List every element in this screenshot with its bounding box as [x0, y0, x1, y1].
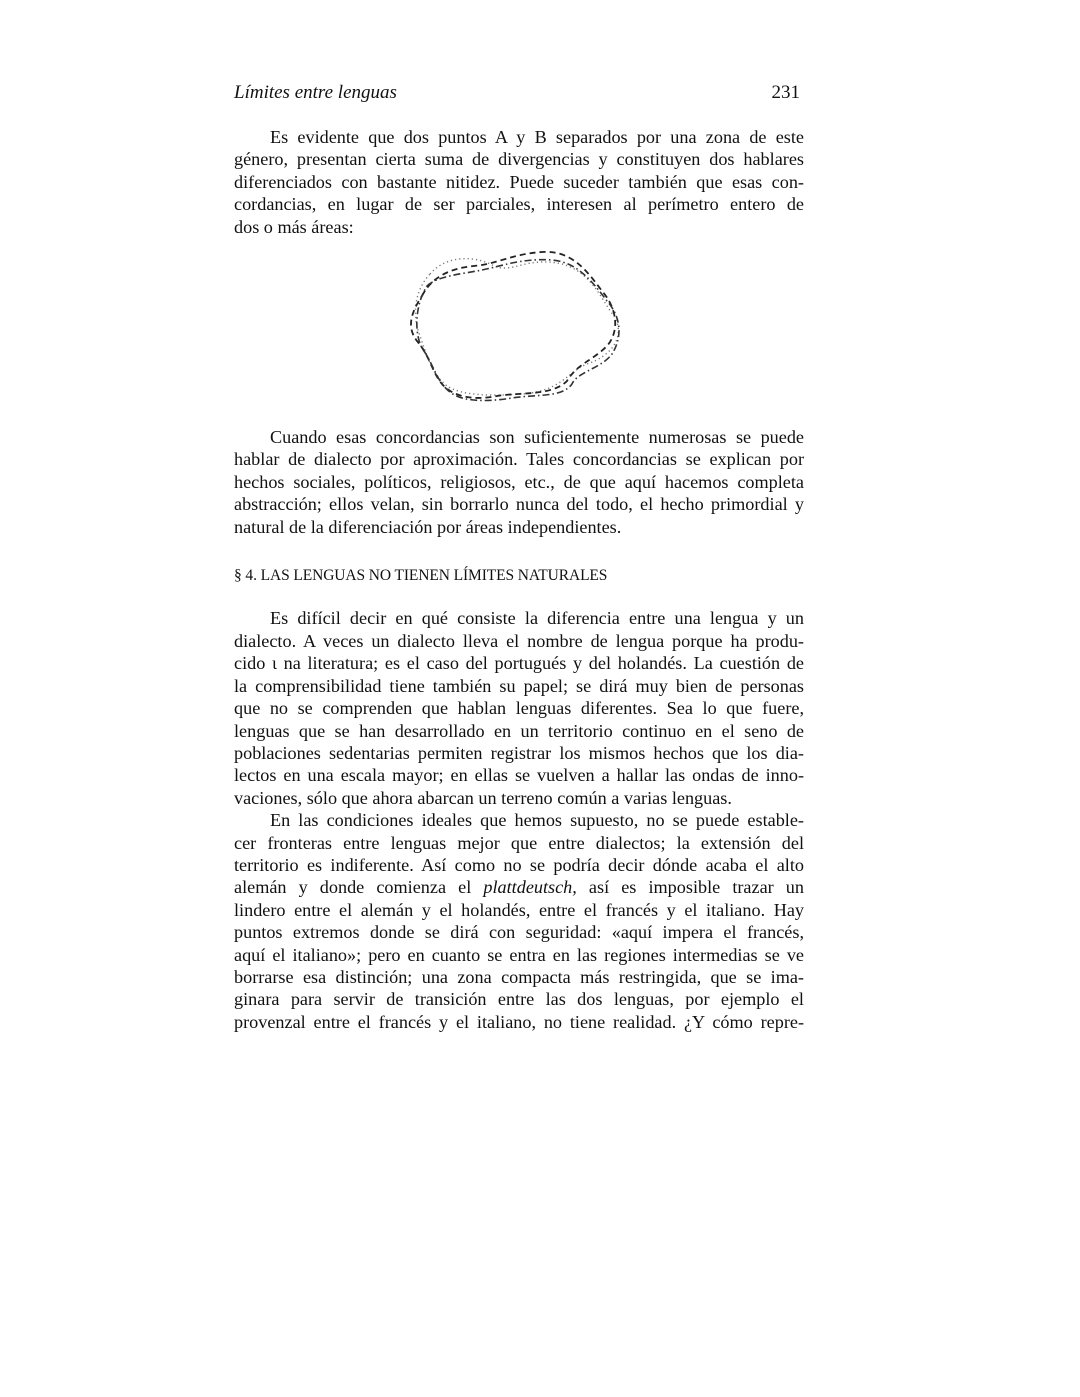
text-line: puntos extremos donde se dirá con seguridad: «aquí impera el francés,: [234, 922, 804, 943]
book-page: [234, 80, 804, 1033]
dash-dot-isogloss-line: [417, 260, 619, 401]
text-line: borrarse esa distinción; una zona compacta más restringida, que se ima-: [234, 966, 804, 987]
text-line: lectos en una escala mayor; en ellas se vuelven a hallar las ondas de inno-: [234, 765, 804, 786]
text-line: territorio es indiferente. Así como no se podría decir dónde acaba el alto: [234, 854, 804, 875]
text-line: natural de la diferenciación por áreas independientes.: [234, 516, 622, 537]
text-line: Es evidente que dos puntos A y B separados por una zona de este: [270, 127, 804, 147]
text-line: hechos sociales, políticos, religiosos, etc., de que aquí hacemos completa: [234, 471, 804, 492]
paragraph-1: [234, 126, 804, 238]
text-fragment: alemán y donde comienza el: [234, 877, 484, 898]
text-line: poblaciones sedentarias permiten registrar los mismos hechos que los dia-: [234, 742, 804, 763]
text-line: aquí el italiano»; pero en cuanto se entra en las regiones intermedias se ve: [234, 944, 804, 965]
text-line: provenzal entre el francés y el italiano, no tiene realidad. ¿Y cómo repre-: [234, 1011, 804, 1032]
page-number: 231: [771, 82, 800, 103]
section-heading: § 4. LAS LENGUAS NO TIENEN LÍMITES NATURALES: [234, 567, 608, 585]
italic-term-plattdeutsch: plattdeutsch,: [483, 877, 577, 898]
text-line-with-italic: [234, 876, 804, 898]
text-line: dialecto. A veces un dialecto lleva el nombre de lengua porque ha produ-: [234, 630, 804, 651]
text-line: Cuando esas concordancias son suficientemente numerosas se puede: [270, 427, 804, 448]
isogloss-loops-diagram: [402, 246, 632, 406]
text-fragment: así es imposible trazar un: [576, 877, 804, 898]
text-line: ginara para servir de transición entre las dos lenguas, por ejemplo el: [234, 989, 804, 1010]
text-line: cido ι na literatura; es el caso del portugués y del holandés. La cuestión de: [234, 653, 804, 674]
text-line: Es difícil decir en qué consiste la diferencia entre una lengua y un: [270, 608, 804, 629]
text-line: En las condiciones ideales que hemos supuesto, no se puede estable-: [270, 810, 804, 831]
paragraph-3: [234, 607, 804, 809]
text-line: cordancias, en lugar de ser parciales, interesen al perímetro entero de: [234, 194, 804, 215]
isogloss-figure: [234, 240, 804, 420]
text-line: que no se comprenden que hablan lenguas diferentes. Sea lo que fuere,: [234, 698, 804, 719]
paragraph-4: [234, 809, 804, 1033]
text-line: lenguas que se han desarrollado en un territorio continuo en el seno de: [234, 720, 804, 741]
text-line: hablar de dialecto por aproximación. Tales concordancias se explican por: [234, 449, 804, 470]
running-title: Límites entre lenguas: [234, 82, 397, 103]
text-line: diferenciados con bastante nitidez. Puede suceder también que esas con-: [234, 171, 804, 192]
paragraph-2: [234, 426, 804, 538]
text-line: vaciones, sólo que ahora abarcan un terreno común a varias lenguas.: [234, 787, 732, 808]
dashed-isogloss-line: [411, 252, 615, 398]
text-line: abstracción; ellos velan, sin borrarlo nunca del todo, el hecho primordial y: [234, 494, 804, 515]
text-line: cer fronteras entre lenguas mejor que entre dialectos; la extensión del: [234, 832, 804, 853]
text-line: género, presentan cierta suma de divergencias y constituyen dos hablares: [234, 149, 804, 170]
text-line: la comprensibilidad tiene también su papel; se dirá muy bien de personas: [234, 675, 804, 696]
page-header: [234, 80, 804, 106]
text-line: dos o más áreas:: [234, 216, 354, 237]
text-line: lindero entre el alemán y el holandés, entre el francés y el italiano. Hay: [234, 899, 804, 920]
